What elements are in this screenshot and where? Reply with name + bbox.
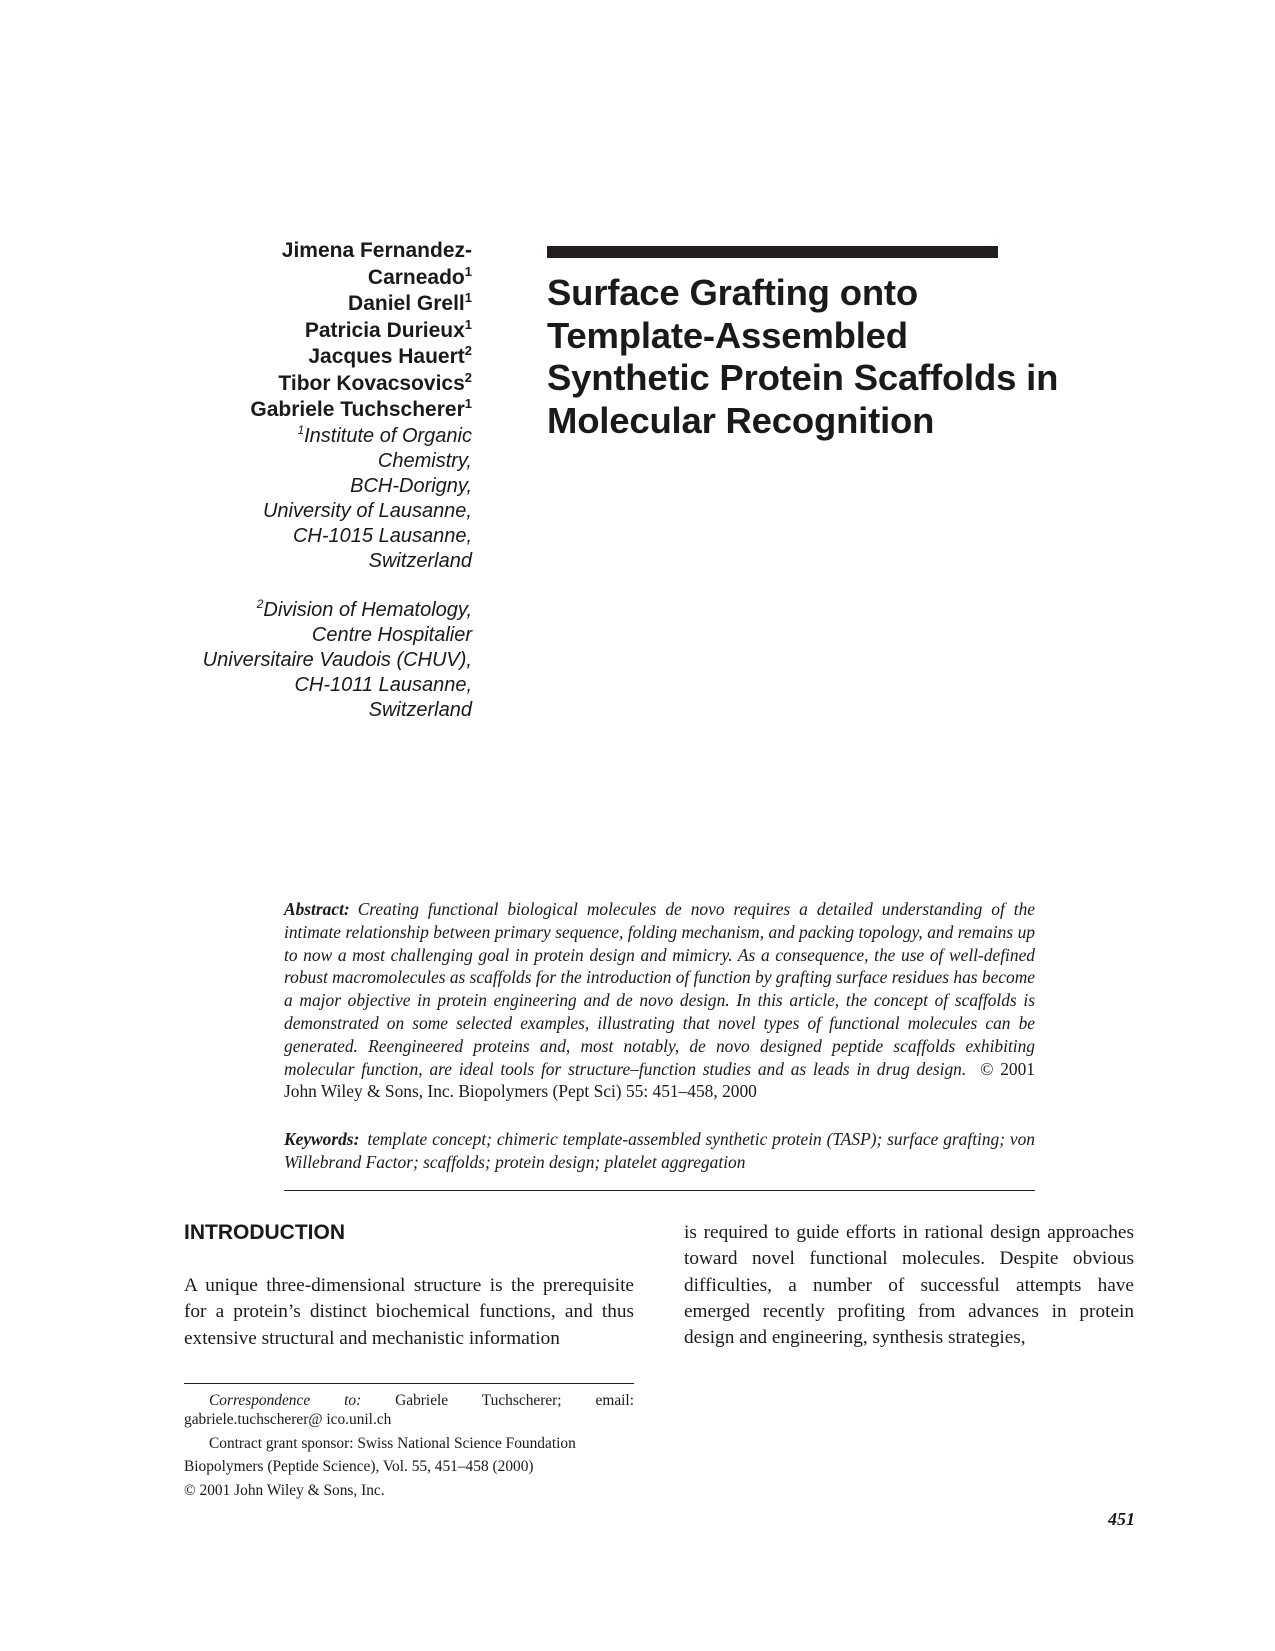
author-name: Gabriele Tuchscherer$^1$ bbox=[250, 396, 472, 421]
abstract bbox=[284, 898, 1035, 1103]
footnote-copyright: © 2001 John Wiley & Sons, Inc. bbox=[184, 1481, 385, 1499]
body-text-left-column: A unique three-dimensional structure is the prerequisite for a protein’s distinct biochemical functions, and thus extensive structural and mechanistic information bbox=[184, 1275, 634, 1349]
author-name: Daniel Grell$^1$ bbox=[348, 290, 472, 315]
keywords bbox=[284, 1128, 1035, 1174]
article-title: Surface Grafting onto Template-Assembled Synthetic Protein Scaffolds in Molecular Recognition bbox=[547, 272, 1059, 441]
footnote-divider bbox=[184, 1383, 634, 1384]
affiliation-1: $^1$Institute of Organic Chemistry, BCH-Dorigny, University of Lausanne, CH-1015 Lausanne, Switzerland bbox=[262, 422, 472, 572]
abstract-label: Abstract: bbox=[284, 899, 350, 919]
keywords-label: Keywords: bbox=[284, 1129, 360, 1149]
abstract-citation: © 2001 John Wiley & Sons, Inc. Biopolymers (Pept Sci) 55: 451–458, 2000 bbox=[284, 1058, 1035, 1102]
abstract-text: Creating functional biological molecules de novo requires a detailed understanding of the intimate relationship between primary sequence, folding mechanism, and packing topology, and remains up to now a most challenging goal in protein design and mimicry. As a consequence, the use of well-defined robust macromolecules as scaffolds for the introduction of function by grafting surface residues has become a major objective in protein engineering and de novo design. In this article, the concept of scaffolds is demonstrated on some selected examples, illustrating that novel types of functional molecules can be generated. Reengineered proteins and, most notably, de novo designed peptide scaffolds exhibiting molecular function, are ideal tools for structure–function studies and as leads in drug design. bbox=[284, 899, 1035, 1079]
footnote-correspondence: Correspondence to: Gabriele Tuchscherer; email: gabriele.tuchscherer@ ico.unil.ch bbox=[184, 1392, 634, 1429]
affiliation-2: $^2$Division of Hematology, Centre Hospitalier Universitaire Vaudois (CHUV), CH-1011 Lausanne, Switzerland bbox=[202, 596, 472, 721]
author-name: Tibor Kovacsovics$^2$ bbox=[278, 369, 472, 395]
author-block bbox=[150, 238, 472, 723]
author-name: Patricia Durieux$^1$ bbox=[304, 316, 472, 342]
page-number: 451 bbox=[1108, 1509, 1135, 1529]
footnotes bbox=[184, 1391, 634, 1500]
section-heading-introduction: INTRODUCTION bbox=[184, 1221, 345, 1244]
author-name: Jimena Fernandez- bbox=[281, 239, 472, 262]
footnote-grant: Contract grant sponsor: Swiss National Science Foundation bbox=[209, 1434, 576, 1452]
abstract-divider bbox=[284, 1190, 1035, 1191]
body-text-right-column: is required to guide efforts in rational design approaches toward novel functional molecules. Despite obvious difficulties, a number of successful attempts have emerged recently profiting from advances in protein design and engineering, synthesis strategies, bbox=[684, 1222, 1134, 1349]
footnote-journal: Biopolymers (Peptide Science), Vol. 55, 451–458 (2000) bbox=[184, 1458, 534, 1476]
author-name: Jacques Hauert$^2$ bbox=[308, 343, 472, 368]
keywords-text: template concept; chimeric template-assembled synthetic protein (TASP); surface grafting; von Willebrand Factor; scaffolds; protein design; platelet aggregation bbox=[284, 1129, 1035, 1172]
title-bar-decoration bbox=[547, 246, 998, 258]
author-name: Carneado$^1$ bbox=[367, 263, 472, 289]
